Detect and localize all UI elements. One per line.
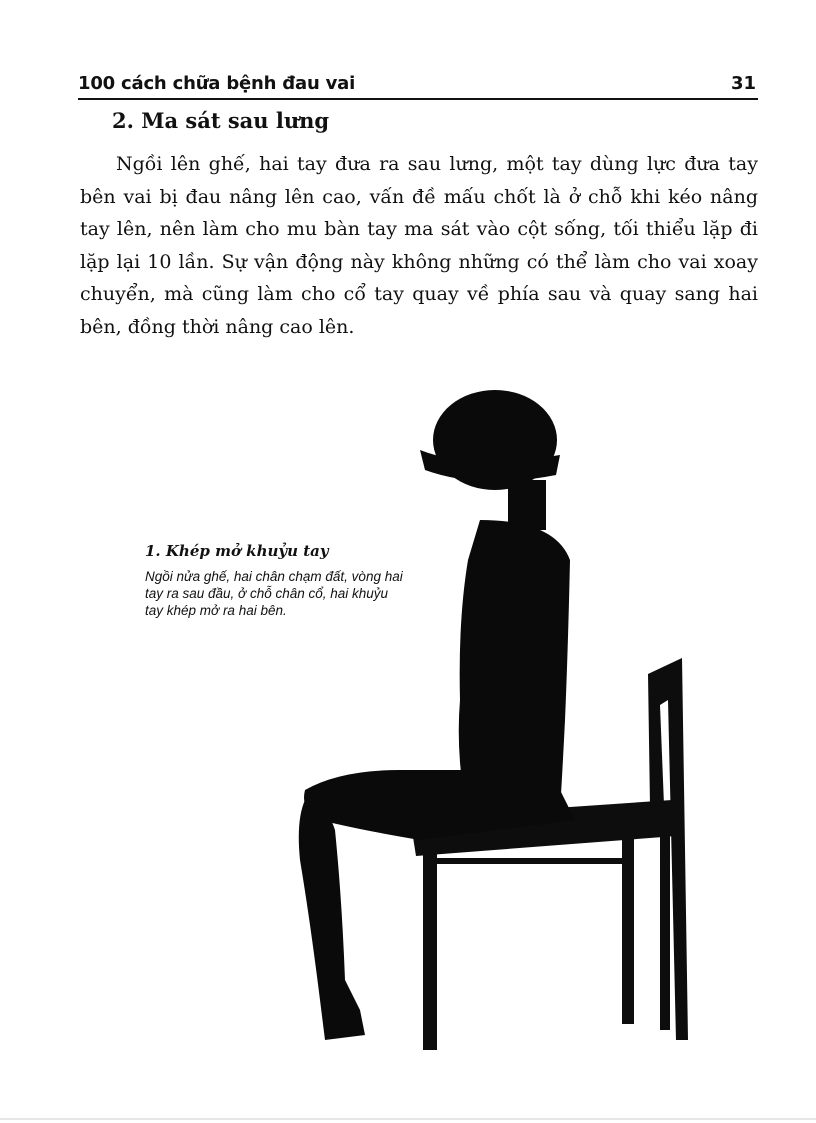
page-number: 31 — [730, 73, 756, 94]
caption-title: 1. Khép mở khuỷu tay — [145, 542, 329, 560]
book-title: 100 cách chữa bệnh đau vai — [78, 73, 356, 94]
caption-text: Ngồi nửa ghế, hai chân chạm đất, vòng hai tay ra sau đầu, ở chỗ chân cổ, hai khuỷu tay khép mở ra hai bên. — [145, 569, 403, 618]
figure-caption — [145, 542, 435, 619]
section-heading: 2. Ma sát sau lưng — [112, 108, 330, 133]
body-paragraph: Ngồi lên ghế, hai tay đưa ra sau lưng, một tay dùng lực đưa tay bên vai bị đau nâng lên cao, vấn đề mấu chốt là ở chỗ khi kéo nâng tay lên, nên làm cho mu bàn tay ma sát vào cột sống, tối thiểu lặp đi lặp lại 10 lần. Sự vận động này không những có thể làm cho vai xoay chuyển, mà cũng làm cho cổ tay quay về phía sau và quay sang hai bên, đồng thời nâng cao lên. — [80, 153, 758, 338]
page-edge — [0, 1118, 816, 1120]
